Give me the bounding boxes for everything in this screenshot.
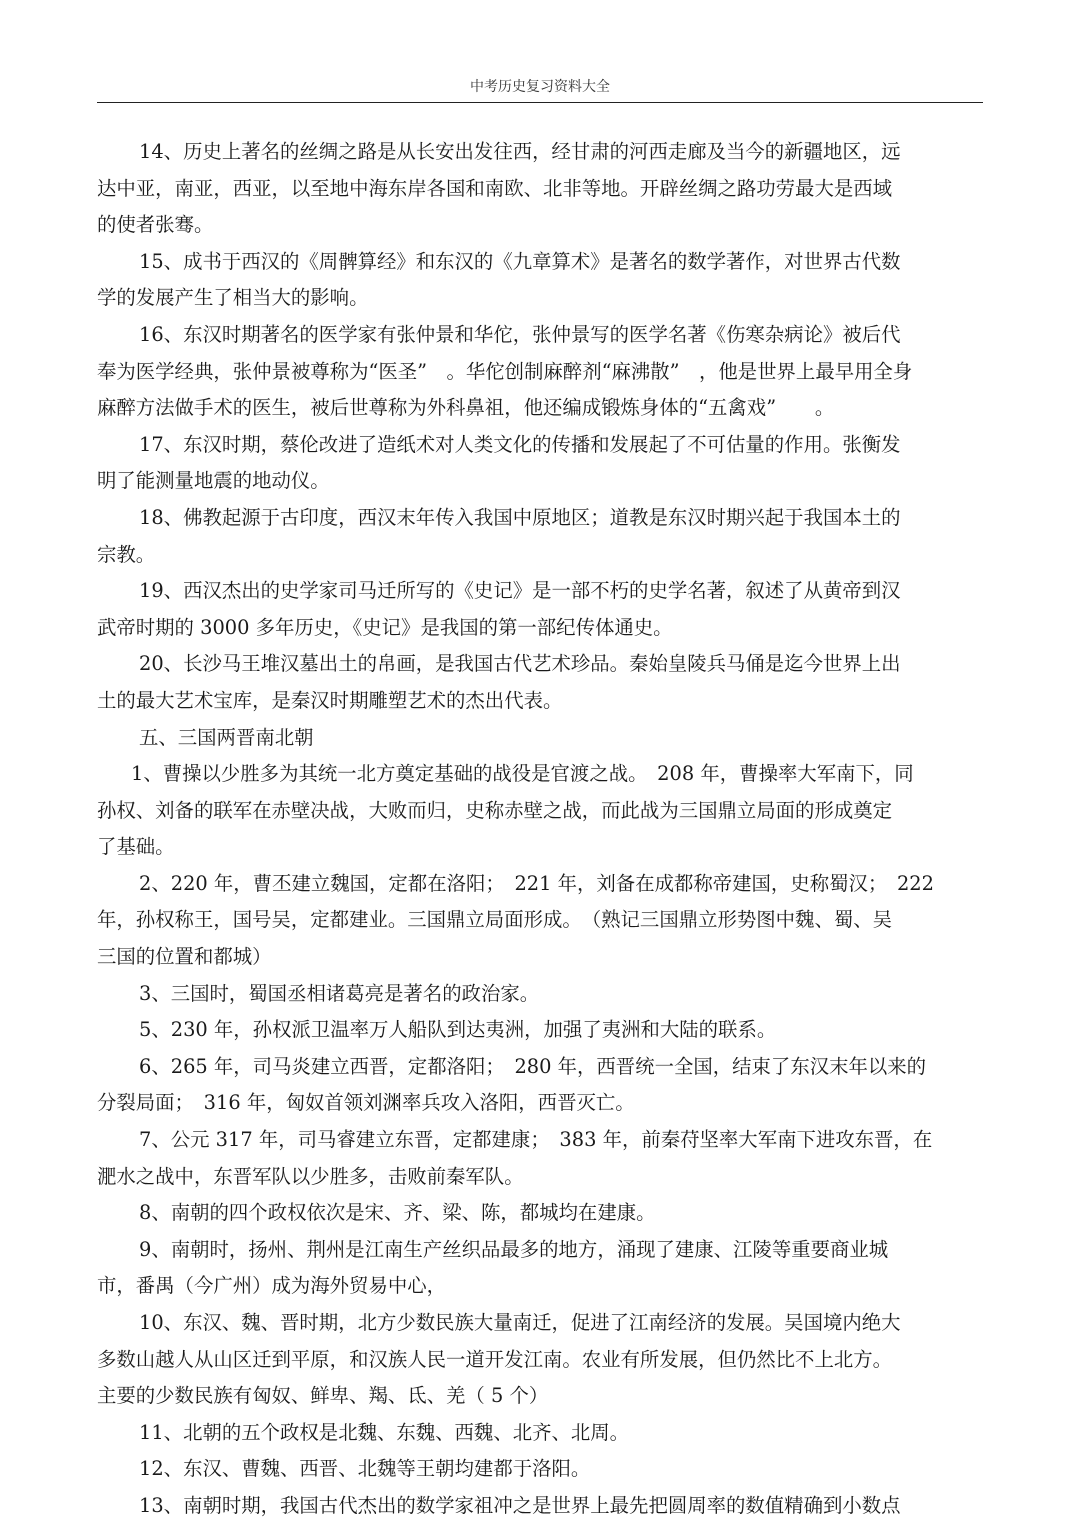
text-line: 武帝时期的 3000 多年历史，《史记》是我国的第一部纪传体通史。 — [97, 615, 673, 639]
text-line: 10、东汉、魏、晋时期，北方少数民族大量南迁，促进了江南经济的发展。吴国境内绝大 — [139, 1311, 901, 1334]
text-line: 1、曹操以少胜多为其统一北方奠定基础的战役是官渡之战。 208 年，曹操率大军南下，同 — [131, 762, 914, 786]
paragraph-q9 — [97, 1234, 957, 1302]
text-line: 奉为医学经典，张仲景被尊称为“医圣” 。华佗创制麻醉剂“麻沸散” ，他是世界上最早用全身 — [97, 359, 913, 383]
text-line: 2、220 年，曹丕建立魏国，定都在洛阳； 221 年，刘备在成都称帝建国，史称蜀汉； 222 — [139, 871, 934, 895]
header-rule — [97, 102, 983, 103]
text-line: 学的发展产生了相当大的影响。 — [97, 286, 369, 310]
paragraph-20 — [97, 648, 957, 716]
text-line: 7、公元 317 年，司马睿建立东晋，定都建康； 383 年，前秦苻坚率大军南下进攻东晋，在 — [139, 1128, 933, 1152]
text-line: 三国的位置和都城） — [97, 945, 272, 969]
text-line: 20、长沙马王堆汉墓出土的帛画，是我国古代艺术珍品。秦始皇陵兵马俑是迄今世界上出 — [139, 652, 901, 676]
paragraph-q13 — [97, 1490, 957, 1522]
text-line: 明了能测量地震的地动仪。 — [97, 469, 330, 493]
paragraph-17 — [97, 429, 957, 497]
text-line: 13、南朝时期，我国古代杰出的数学家祖冲之是世界上最先把圆周率的数值精确到小数点 — [139, 1493, 901, 1517]
paragraph-q12 — [97, 1453, 957, 1485]
paragraph-q11 — [97, 1417, 957, 1449]
document-body — [97, 136, 957, 1527]
paragraph-19 — [97, 575, 957, 643]
text-line: 9、南朝时，扬州、荆州是江南生产丝织品最多的地方，涌现了建康、江陵等重要商业城 — [139, 1237, 889, 1261]
paragraph-q10 — [97, 1307, 957, 1412]
text-line: 麻醉方法做手术的医生，被后世尊称为外科鼻祖，他还编成锻炼身体的“五禽戏” 。 — [97, 396, 835, 420]
text-line: 土的最大艺术宝库，是秦汉时期雕塑艺术的杰出代表。 — [97, 688, 563, 712]
text-line: 孙权、刘备的联军在赤壁决战，大败而归，史称赤壁之战，而此战为三国鼎立局面的形成奠定 — [97, 798, 893, 822]
text-line: 15、成书于西汉的《周髀算经》和东汉的《九章算术》是著名的数学著作，对世界古代数 — [139, 249, 901, 273]
text-line: 淝水之战中，东晋军队以少胜多，击败前秦军队。 — [97, 1164, 524, 1188]
text-line: 18、佛教起源于古印度，西汉末年传入我国中原地区；道教是东汉时期兴起于我国本土的 — [139, 505, 901, 529]
text-line: 5、230 年，孙权派卫温率万人船队到达夷洲，加强了夷洲和大陆的联系。 — [139, 1018, 777, 1042]
paragraph-16 — [97, 319, 957, 424]
text-line: 19、西汉杰出的史学家司马迁所写的《史记》是一部不朽的史学名著，叙述了从黄帝到汉 — [139, 579, 901, 603]
text-line: 6、265 年，司马炎建立西晋，定都洛阳； 280 年，西晋统一全国，结束了东汉末年以来的 — [139, 1054, 927, 1078]
paragraph-q2 — [97, 868, 957, 973]
text-line: 17、东汉时期，蔡伦改进了造纸术对人类文化的传播和发展起了不可估量的作用。张衡发 — [139, 432, 901, 456]
text-line: 11、北朝的五个政权是北魏、东魏、西魏、北齐、北周。 — [139, 1420, 630, 1444]
text-line: 了基础。 — [97, 835, 175, 859]
text-line: 达中亚，南亚，西亚，以至地中海东岸各国和南欧、北非等地。开辟丝绸之路功劳最大是西域 — [97, 176, 893, 200]
section-heading — [97, 722, 957, 754]
text-line: 16、东汉时期著名的医学家有张仲景和华佗，张仲景写的医学名著《伤寒杂病论》被后代 — [139, 322, 901, 346]
section-title: 五、三国两晋南北朝 — [139, 725, 314, 749]
paragraph-q5 — [97, 1014, 957, 1046]
paragraph-15 — [97, 246, 957, 314]
paragraph-q8 — [97, 1197, 957, 1229]
text-line: 主要的少数民族有匈奴、鲜卑、羯、氐、羌（ 5 个） — [97, 1384, 549, 1408]
text-line: 多数山越人从山区迁到平原，和汉族人民一道开发江南。农业有所发展，但仍然比不上北方。 — [97, 1347, 893, 1371]
paragraph-14 — [97, 136, 957, 241]
text-line: 分裂局面； 316 年，匈奴首领刘渊率兵攻入洛阳，西晋灭亡。 — [97, 1091, 635, 1115]
paragraph-q3 — [97, 978, 957, 1010]
text-line: 的使者张骞。 — [97, 213, 214, 237]
text-line: 年，孙权称王，国号吴，定都建业。三国鼎立局面形成。 （熟记三国鼎立形势图中魏、蜀、吴 — [97, 908, 893, 932]
text-line: 14、历史上著名的丝绸之路是从长安出发往西，经甘肃的河西走廊及当今的新疆地区，远 — [139, 140, 901, 163]
text-line: 8、南朝的四个政权依次是宋、齐、梁、陈，都城均在建康。 — [139, 1201, 656, 1225]
paragraph-18 — [97, 502, 957, 570]
text-line: 3、三国时，蜀国丞相诸葛亮是著名的政治家。 — [139, 981, 540, 1005]
paragraph-q7 — [97, 1124, 957, 1192]
page-header: 中考历史复习资料大全 — [470, 79, 610, 95]
text-line: 市，番禺（今广州）成为海外贸易中心， — [97, 1274, 447, 1298]
paragraph-q6 — [97, 1051, 957, 1119]
text-line: 12、东汉、曹魏、西晋、北魏等王朝均建都于洛阳。 — [139, 1457, 591, 1481]
paragraph-q1 — [97, 758, 957, 863]
text-line: 宗教。 — [97, 542, 156, 566]
